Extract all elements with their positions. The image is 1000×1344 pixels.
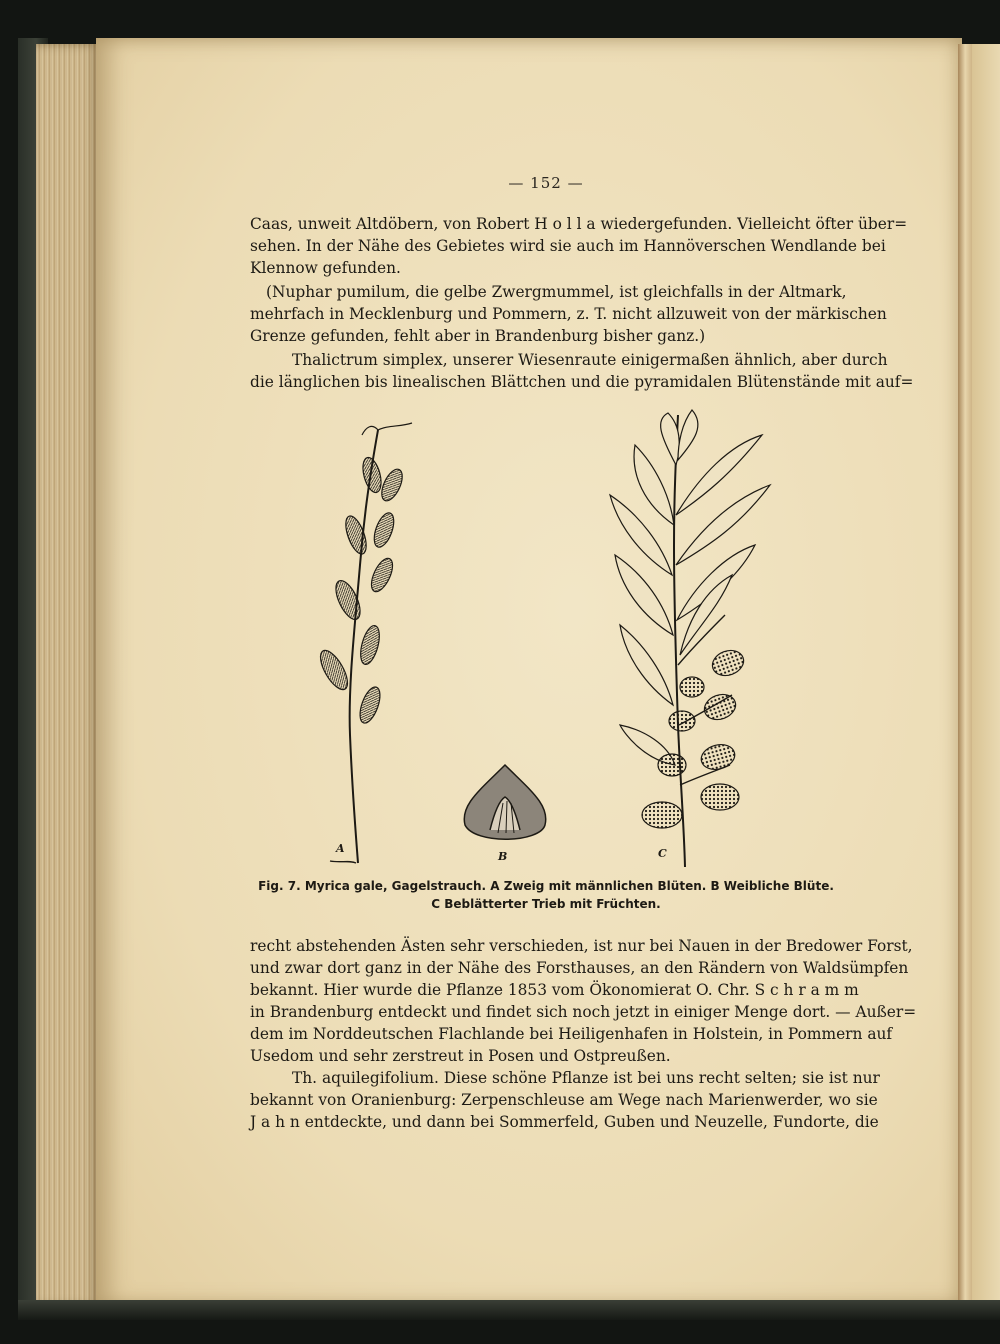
body-line: die länglichen bis linealischen Blättchen und die pyramidalen Blütenstände mit auf= xyxy=(250,373,914,391)
body-line: Thalictrum simplex, unserer Wiesenraute einigermaßen ähnlich, aber durch xyxy=(292,351,888,369)
twig-male-catkins xyxy=(315,423,412,863)
figure-caption: C Beblätterter Trieb mit Früchten. xyxy=(431,897,661,911)
body-line: recht abstehenden Ästen sehr verschieden, ist nur bei Nauen in der Bredower Forst, xyxy=(250,937,913,955)
page-number: — 152 — xyxy=(508,174,584,192)
figure-label-a: A xyxy=(336,842,345,855)
plant-illustration xyxy=(300,405,800,875)
body-line: Caas, unweit Altdöbern, von Robert H o l l a wiedergefunden. Vielleicht öfter über= xyxy=(250,215,908,233)
body-line: sehen. In der Nähe des Gebietes wird sie auch im Hannöverschen Wendlande bei xyxy=(250,237,886,255)
body-line: bekannt von Oranienburg: Zerpenschleuse am Wege nach Marienwerder, wo sie xyxy=(250,1091,878,1109)
page-edges xyxy=(36,44,100,1306)
body-line: Usedom und sehr zerstreut in Posen und Ostpreußen. xyxy=(250,1047,671,1065)
female-flower xyxy=(464,765,546,839)
body-line: in Brandenburg entdeckt und findet sich noch jetzt in einiger Menge dort. — Außer= xyxy=(250,1003,917,1021)
body-line: dem im Norddeutschen Flachlande bei Heiligenhafen in Holstein, in Pommern auf xyxy=(250,1025,893,1043)
figure-label-b: B xyxy=(498,850,508,863)
body-line: J a h n entdeckte, und dann bei Sommerfeld, Guben und Neuzelle, Fundorte, die xyxy=(250,1113,879,1131)
book-cover-bottom xyxy=(18,1300,1000,1320)
body-line: Grenze gefunden, fehlt aber in Brandenburg bisher ganz.) xyxy=(250,327,706,345)
body-line: und zwar dort ganz in der Nähe des Forsthauses, an den Rändern von Waldsümpfen xyxy=(250,959,909,977)
adjacent-page-edge xyxy=(972,44,1000,1304)
body-line: (Nuphar pumilum, die gelbe Zwergmummel, ist gleichfalls in der Altmark, xyxy=(266,283,847,301)
figure-label-c: C xyxy=(658,847,667,860)
body-line: Klennow gefunden. xyxy=(250,259,401,277)
leafy-shoot-with-fruits xyxy=(610,410,770,867)
body-line: bekannt. Hier wurde die Pflanze 1853 vom Ökonomierat O. Chr. S c h r a m m xyxy=(250,981,859,999)
figure-caption: Fig. 7. Myrica gale, Gagelstrauch. A Zweig mit männlichen Blüten. B Weibliche Blüte. xyxy=(258,879,834,893)
body-line: mehrfach in Mecklenburg und Pommern, z. T. nicht allzuweit von der märkischen xyxy=(250,305,887,323)
body-line: Th. aquilegifolium. Diese schöne Pflanze ist bei uns recht selten; sie ist nur xyxy=(292,1069,880,1087)
figure-myrica-gale xyxy=(300,405,800,875)
